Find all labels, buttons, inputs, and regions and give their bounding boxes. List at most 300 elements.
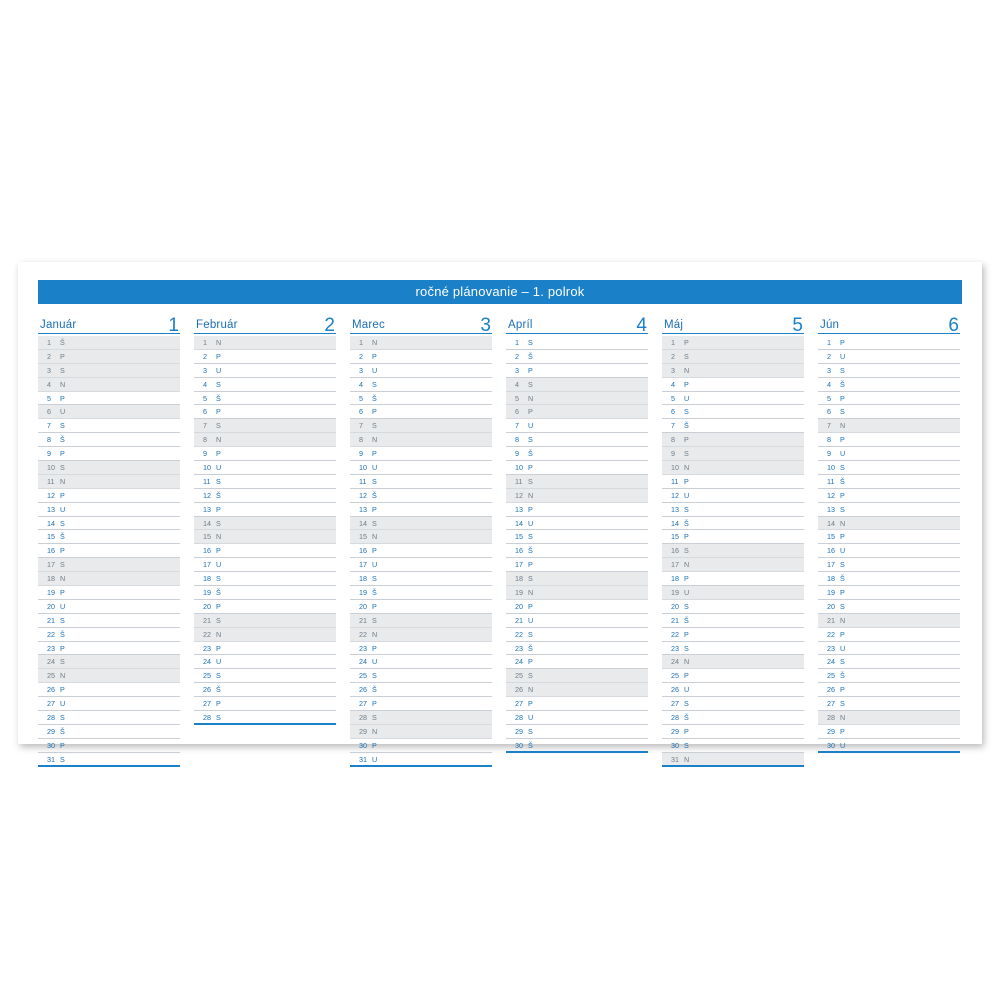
day-number: 7 (47, 421, 51, 431)
day-number: 15 (47, 532, 55, 542)
day-row[interactable] (818, 475, 960, 489)
day-row[interactable] (506, 544, 648, 558)
day-row[interactable] (194, 628, 336, 642)
day-number: 22 (359, 629, 367, 639)
day-row[interactable] (194, 600, 336, 614)
day-row[interactable] (818, 642, 960, 656)
day-row[interactable] (38, 419, 180, 433)
month-name: Apríl (508, 319, 533, 331)
day-row[interactable] (662, 447, 804, 461)
day-number: 20 (203, 601, 211, 611)
day-letter: S (60, 365, 65, 375)
day-row[interactable] (38, 683, 180, 697)
day-letter: U (372, 657, 378, 667)
day-row[interactable] (350, 655, 492, 669)
day-row[interactable] (818, 600, 960, 614)
day-letter: S (684, 449, 689, 459)
day-row[interactable] (662, 378, 804, 392)
day-letter: P (528, 504, 533, 514)
day-row[interactable] (350, 753, 492, 767)
day-list (818, 336, 960, 753)
day-number: 27 (47, 699, 55, 709)
day-row[interactable] (506, 711, 648, 725)
day-row[interactable] (818, 503, 960, 517)
day-letter: S (840, 365, 845, 375)
day-number: 3 (359, 365, 363, 375)
day-number: 21 (671, 615, 679, 625)
day-row[interactable] (818, 683, 960, 697)
day-row[interactable] (350, 586, 492, 600)
day-number: 7 (515, 421, 519, 431)
day-letter: S (216, 421, 221, 431)
month-name: Máj (664, 319, 684, 331)
day-row[interactable] (662, 517, 804, 531)
day-number: 27 (827, 699, 835, 709)
day-row[interactable] (662, 461, 804, 475)
day-row[interactable] (194, 419, 336, 433)
day-letter: P (372, 546, 377, 556)
day-row[interactable] (662, 544, 804, 558)
day-number: 11 (671, 476, 679, 486)
day-row[interactable] (194, 475, 336, 489)
day-row[interactable] (194, 364, 336, 378)
day-list (662, 336, 804, 767)
day-row[interactable] (38, 475, 180, 489)
day-number: 29 (515, 726, 523, 736)
day-row[interactable] (662, 600, 804, 614)
day-row[interactable] (350, 544, 492, 558)
day-row[interactable] (38, 405, 180, 419)
day-row[interactable] (818, 392, 960, 406)
day-letter: Š (528, 740, 533, 750)
day-row[interactable] (662, 419, 804, 433)
day-row[interactable] (506, 655, 648, 669)
day-row[interactable] (194, 642, 336, 656)
day-row[interactable] (350, 558, 492, 572)
day-number: 2 (47, 351, 51, 361)
day-row[interactable] (350, 433, 492, 447)
month-header (38, 314, 180, 334)
day-number: 9 (671, 449, 675, 459)
day-row[interactable] (350, 614, 492, 628)
day-row[interactable] (350, 642, 492, 656)
day-row[interactable] (818, 405, 960, 419)
day-letter: S (60, 421, 65, 431)
day-letter: S (60, 463, 65, 473)
day-row[interactable] (506, 489, 648, 503)
day-letter: P (840, 490, 845, 500)
day-row[interactable] (38, 697, 180, 711)
day-letter: Š (528, 546, 533, 556)
day-row[interactable] (662, 739, 804, 753)
day-number: 8 (827, 435, 831, 445)
day-row[interactable] (506, 350, 648, 364)
day-letter: U (216, 463, 222, 473)
day-number: 4 (47, 379, 51, 389)
day-letter: N (372, 629, 378, 639)
day-row[interactable] (194, 683, 336, 697)
day-letter: Š (60, 629, 65, 639)
day-number: 20 (827, 601, 835, 611)
month-column (662, 314, 804, 767)
day-row[interactable] (194, 378, 336, 392)
day-number: 19 (671, 588, 679, 598)
day-number: 25 (671, 671, 679, 681)
day-number: 14 (515, 518, 523, 528)
day-row[interactable] (506, 475, 648, 489)
day-row[interactable] (194, 614, 336, 628)
day-row[interactable] (38, 642, 180, 656)
day-letter: S (372, 518, 377, 528)
day-row[interactable] (38, 517, 180, 531)
day-number: 15 (515, 532, 523, 542)
day-row[interactable] (350, 683, 492, 697)
day-row[interactable] (350, 697, 492, 711)
day-row[interactable] (194, 461, 336, 475)
day-letter: U (216, 365, 222, 375)
month-column (194, 314, 336, 767)
day-row[interactable] (818, 572, 960, 586)
day-number: 4 (515, 379, 519, 389)
day-number: 8 (515, 435, 519, 445)
day-letter: S (372, 379, 377, 389)
day-letter: P (60, 643, 65, 653)
day-letter: P (216, 407, 221, 417)
day-letter: P (840, 435, 845, 445)
day-row[interactable] (350, 503, 492, 517)
day-row[interactable] (818, 725, 960, 739)
day-row[interactable] (506, 405, 648, 419)
day-row[interactable] (38, 628, 180, 642)
day-letter: U (840, 449, 846, 459)
day-row[interactable] (194, 405, 336, 419)
day-row[interactable] (194, 336, 336, 350)
day-row[interactable] (662, 753, 804, 767)
day-row[interactable] (818, 530, 960, 544)
day-row[interactable] (506, 392, 648, 406)
day-row[interactable] (38, 461, 180, 475)
day-row[interactable] (506, 419, 648, 433)
day-number: 11 (203, 476, 211, 486)
day-row[interactable] (662, 628, 804, 642)
day-row[interactable] (662, 711, 804, 725)
day-row[interactable] (194, 655, 336, 669)
day-row[interactable] (350, 711, 492, 725)
day-row[interactable] (194, 433, 336, 447)
day-row[interactable] (506, 364, 648, 378)
day-row[interactable] (506, 683, 648, 697)
day-row[interactable] (38, 530, 180, 544)
day-row[interactable] (662, 475, 804, 489)
day-number: 22 (47, 629, 55, 639)
day-list (194, 336, 336, 725)
day-number: 25 (47, 671, 55, 681)
day-row[interactable] (818, 711, 960, 725)
day-number: 8 (359, 435, 363, 445)
day-row[interactable] (662, 669, 804, 683)
day-number: 10 (203, 463, 211, 473)
day-row[interactable] (38, 753, 180, 767)
day-row[interactable] (818, 739, 960, 753)
month-header (662, 314, 804, 334)
day-row[interactable] (662, 655, 804, 669)
day-letter: S (684, 643, 689, 653)
day-row[interactable] (662, 530, 804, 544)
day-row[interactable] (194, 530, 336, 544)
day-letter: S (528, 532, 533, 542)
day-row[interactable] (662, 364, 804, 378)
day-row[interactable] (38, 600, 180, 614)
day-row[interactable] (818, 350, 960, 364)
day-row[interactable] (662, 503, 804, 517)
day-row[interactable] (38, 392, 180, 406)
day-row[interactable] (194, 503, 336, 517)
day-number: 5 (47, 393, 51, 403)
day-letter: N (840, 713, 846, 723)
day-row[interactable] (818, 364, 960, 378)
day-row[interactable] (350, 419, 492, 433)
day-row[interactable] (506, 572, 648, 586)
day-row[interactable] (350, 725, 492, 739)
day-row[interactable] (662, 392, 804, 406)
day-number: 26 (47, 685, 55, 695)
day-row[interactable] (38, 669, 180, 683)
day-row[interactable] (194, 711, 336, 725)
day-number: 14 (827, 518, 835, 528)
day-row[interactable] (818, 378, 960, 392)
day-row[interactable] (350, 461, 492, 475)
day-letter: N (372, 338, 378, 347)
day-number: 16 (515, 546, 523, 556)
day-number: 23 (203, 643, 211, 653)
day-row[interactable] (662, 405, 804, 419)
day-number: 13 (515, 504, 523, 514)
day-row[interactable] (506, 669, 648, 683)
day-row[interactable] (506, 725, 648, 739)
day-number: 3 (827, 365, 831, 375)
day-row[interactable] (818, 489, 960, 503)
day-row[interactable] (662, 336, 804, 350)
day-row[interactable] (506, 739, 648, 753)
day-row[interactable] (350, 628, 492, 642)
day-letter: Š (216, 393, 221, 403)
day-letter: N (528, 588, 534, 598)
day-row[interactable] (350, 600, 492, 614)
day-letter: N (684, 754, 690, 764)
day-row[interactable] (38, 725, 180, 739)
day-row[interactable] (506, 517, 648, 531)
day-letter: S (528, 435, 533, 445)
day-row[interactable] (662, 725, 804, 739)
day-row[interactable] (818, 447, 960, 461)
day-row[interactable] (350, 447, 492, 461)
month-name: Marec (352, 319, 385, 331)
day-row[interactable] (506, 461, 648, 475)
day-row[interactable] (818, 461, 960, 475)
day-letter: N (60, 379, 66, 389)
day-letter: N (60, 574, 66, 584)
day-row[interactable] (38, 503, 180, 517)
day-number: 5 (827, 393, 831, 403)
day-row[interactable] (818, 655, 960, 669)
day-row[interactable] (38, 433, 180, 447)
day-letter: U (372, 365, 378, 375)
day-letter: U (216, 657, 222, 667)
day-number: 19 (827, 588, 835, 598)
day-row[interactable] (506, 697, 648, 711)
day-row[interactable] (38, 378, 180, 392)
day-row[interactable] (350, 530, 492, 544)
day-row[interactable] (818, 614, 960, 628)
day-row[interactable] (818, 697, 960, 711)
day-row[interactable] (662, 572, 804, 586)
day-number: 5 (359, 393, 363, 403)
day-row[interactable] (506, 447, 648, 461)
day-row[interactable] (662, 642, 804, 656)
day-number: 17 (359, 560, 367, 570)
day-letter: N (684, 560, 690, 570)
day-row[interactable] (38, 739, 180, 753)
day-letter: P (684, 435, 689, 445)
day-letter: N (60, 476, 66, 486)
day-row[interactable] (38, 586, 180, 600)
day-row[interactable] (350, 517, 492, 531)
day-number: 30 (827, 740, 835, 750)
month-name: Január (40, 319, 77, 331)
day-row[interactable] (194, 350, 336, 364)
day-letter: P (216, 601, 221, 611)
day-row[interactable] (194, 489, 336, 503)
day-row[interactable] (38, 655, 180, 669)
day-number: 28 (671, 713, 679, 723)
day-row[interactable] (38, 489, 180, 503)
day-row[interactable] (194, 392, 336, 406)
day-row[interactable] (818, 669, 960, 683)
day-row[interactable] (350, 364, 492, 378)
day-number: 13 (359, 504, 367, 514)
day-row[interactable] (194, 544, 336, 558)
day-row[interactable] (506, 614, 648, 628)
day-number: 9 (827, 449, 831, 459)
day-row[interactable] (38, 447, 180, 461)
day-number: 22 (827, 629, 835, 639)
day-row[interactable] (506, 628, 648, 642)
day-row[interactable] (662, 586, 804, 600)
day-row[interactable] (818, 544, 960, 558)
day-row[interactable] (506, 433, 648, 447)
day-number: 1 (827, 338, 831, 347)
day-row[interactable] (818, 517, 960, 531)
day-row[interactable] (662, 350, 804, 364)
day-row[interactable] (194, 572, 336, 586)
day-letter: Š (840, 379, 845, 389)
day-number: 6 (671, 407, 675, 417)
day-row[interactable] (194, 517, 336, 531)
day-row[interactable] (38, 364, 180, 378)
day-number: 2 (827, 351, 831, 361)
day-row[interactable] (818, 558, 960, 572)
day-row[interactable] (350, 739, 492, 753)
day-number: 15 (203, 532, 211, 542)
day-letter: U (840, 740, 846, 750)
day-row[interactable] (662, 614, 804, 628)
day-row[interactable] (818, 628, 960, 642)
day-letter: Š (684, 518, 689, 528)
day-row[interactable] (350, 669, 492, 683)
day-row[interactable] (350, 350, 492, 364)
day-number: 27 (359, 699, 367, 709)
day-row[interactable] (662, 683, 804, 697)
day-number: 12 (203, 490, 211, 500)
day-letter: Š (372, 588, 377, 598)
day-number: 6 (203, 407, 207, 417)
day-row[interactable] (350, 378, 492, 392)
day-row[interactable] (506, 378, 648, 392)
day-letter: N (528, 393, 534, 403)
day-number: 24 (671, 657, 679, 667)
day-row[interactable] (194, 558, 336, 572)
day-row[interactable] (350, 572, 492, 586)
day-row[interactable] (38, 614, 180, 628)
day-row[interactable] (194, 669, 336, 683)
day-row[interactable] (662, 489, 804, 503)
day-row[interactable] (194, 447, 336, 461)
day-row[interactable] (38, 711, 180, 725)
day-row[interactable] (38, 544, 180, 558)
day-letter: P (372, 449, 377, 459)
day-number: 18 (359, 574, 367, 584)
day-row[interactable] (350, 392, 492, 406)
day-row[interactable] (350, 405, 492, 419)
day-row[interactable] (194, 697, 336, 711)
day-row[interactable] (818, 419, 960, 433)
day-letter: Š (528, 449, 533, 459)
day-row[interactable] (350, 475, 492, 489)
day-row[interactable] (818, 433, 960, 447)
day-row[interactable] (662, 697, 804, 711)
day-number: 15 (359, 532, 367, 542)
day-row[interactable] (350, 336, 492, 350)
day-row[interactable] (506, 530, 648, 544)
day-row[interactable] (506, 600, 648, 614)
day-row[interactable] (350, 489, 492, 503)
day-letter: P (684, 574, 689, 584)
day-row[interactable] (506, 642, 648, 656)
day-row[interactable] (662, 558, 804, 572)
day-row[interactable] (506, 558, 648, 572)
day-row[interactable] (506, 586, 648, 600)
day-row[interactable] (38, 336, 180, 350)
day-row[interactable] (506, 336, 648, 350)
day-letter: S (684, 546, 689, 556)
day-number: 11 (827, 476, 835, 486)
month-column (818, 314, 960, 767)
day-letter: S (372, 421, 377, 431)
day-row[interactable] (38, 350, 180, 364)
day-letter: P (60, 393, 65, 403)
day-row[interactable] (194, 586, 336, 600)
day-letter: N (372, 726, 378, 736)
day-row[interactable] (818, 586, 960, 600)
day-letter: U (684, 588, 690, 598)
day-row[interactable] (506, 503, 648, 517)
day-row[interactable] (38, 572, 180, 586)
day-row[interactable] (662, 433, 804, 447)
day-row[interactable] (38, 558, 180, 572)
day-letter: Š (216, 490, 221, 500)
day-number: 12 (671, 490, 679, 500)
day-row[interactable] (818, 336, 960, 350)
